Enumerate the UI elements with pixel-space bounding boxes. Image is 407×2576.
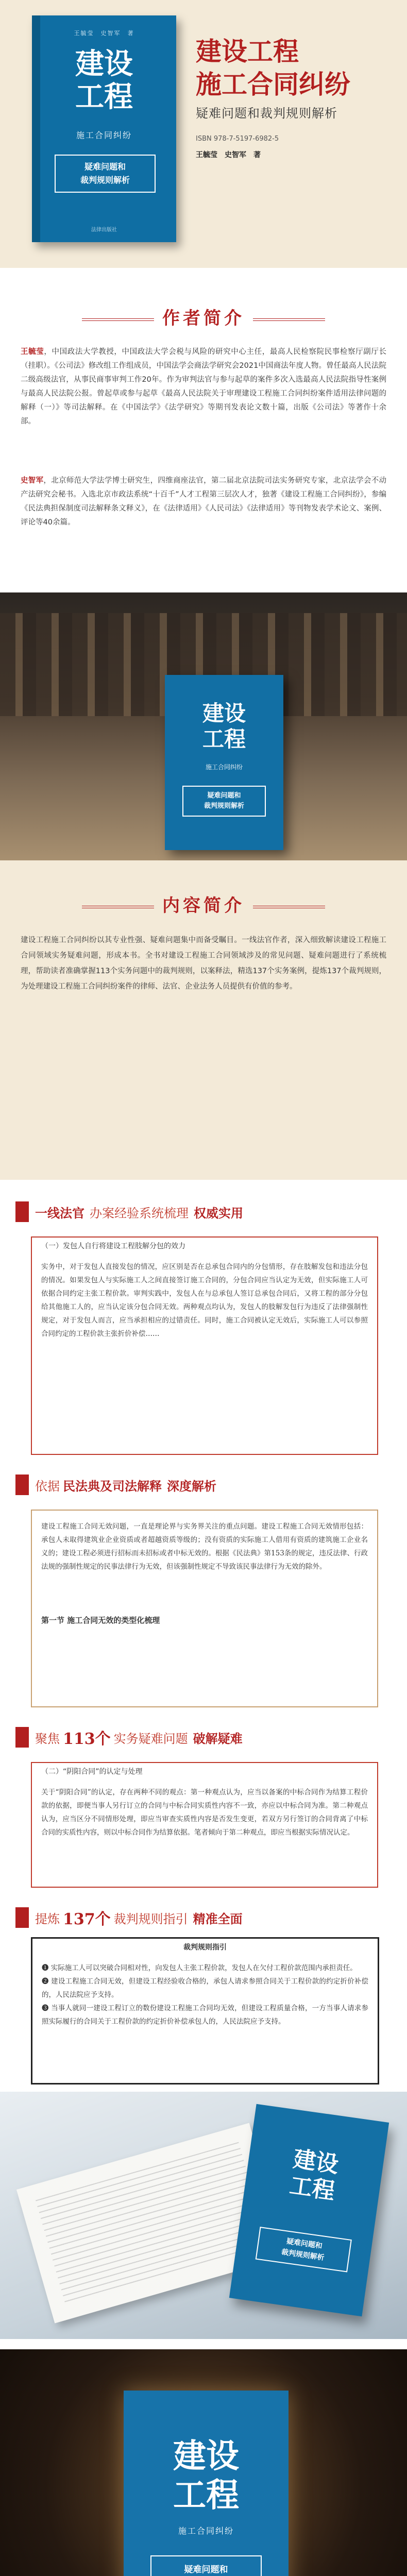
feature-flag [15,1727,29,1748]
cover-subtitle: 施工合同纠纷 [76,130,132,140]
cover-block-line2: 裁判规则解析 [80,175,130,185]
photo-book-block [182,786,266,817]
photo3-book [124,2391,289,2576]
feature-emphasis: 破解疑难 [193,1731,243,1746]
hero-authors: 王毓莹 史智军 著 [196,151,261,159]
feature-emphasis: 权威实用 [194,1205,243,1221]
feature-card-1 [31,1236,378,1455]
feature-flag [15,1201,29,1222]
cover-title-line2: 工程 [75,80,133,114]
cover-title [32,47,176,113]
photo2-book-block-2: 裁判规则解析 [281,2248,325,2262]
photo2-book [229,2104,389,2316]
photo-book-title [165,701,283,752]
photo-book-block-1: 疑难问题和 [207,792,241,800]
card-body: 实务中，对于发包人直接发包的情况，应区别是否在总承包合同内的分包情形，存在肢解发包和违法分包的情况。如果发包人与实际施工人之间直接签订施工合同的，分包合同应当认定为无效，但实际施工人可依据合同约定主张工程价款。审判实践中，发包人在与总承包人签订总承包合同后，又将工程的部分分包给其他施工人的，应当认定该分包合同无效。两种观点均认为，发包人的肢解发包行为违反了法律强制性规定，对于发包人而言，应当承担相应的过错责任。同时，施工合同被认定无效后，实际施工人可以参照合同约定的工程价款主张折价补偿…… [41,1263,368,1338]
hero-subtitle: 疑难问题和裁判规则解析 [196,106,337,121]
feature-main: 裁判规则指引 [113,1911,188,1926]
hero-title-line1: 建设工程 [196,36,299,66]
photo-book-subtitle: 施工合同纠纷 [205,764,243,771]
cover-authors: 王毓莹 史智军 著 [74,30,134,37]
feature-prefix: 聚焦 [35,1731,60,1746]
photo2-book-block-1: 疑难问题和 [286,2237,323,2251]
feature-card-2 [31,1510,378,1707]
title-rule-right [253,318,325,321]
feature-flag [15,1907,29,1928]
photo3-book-title-1: 建设 [173,2437,239,2476]
cover-title-line1: 建设 [75,47,133,81]
card-caption: 裁判规则指引 [183,1943,227,1952]
book-cover [32,15,176,242]
intro-section-title [0,891,407,917]
photo-book [165,675,283,850]
hero-title [196,35,402,101]
photo-book-title-1: 建设 [202,701,246,726]
cover-block-line1: 疑难问题和 [84,162,126,172]
feature-prefix: 提炼 [35,1911,60,1926]
photo2-book-block [256,2227,352,2272]
feature-heading-3 [15,1726,243,1749]
product-photo-open-book [0,2092,407,2339]
title-rule-left [82,318,154,321]
feature-card-4 [31,1937,379,2084]
hero-banner [0,0,407,268]
photo-book-block-2: 裁判规则解析 [204,802,244,810]
author-name-2: 史智军 [21,477,44,485]
author-name-1: 王毓莹 [21,348,44,356]
product-photo-dark [0,2349,407,2576]
photo2-book-title-1: 建设 [292,2146,341,2178]
feature-heading-2 [15,1473,216,1496]
title-rule-left [82,906,154,908]
feature-main: 实务疑难问题 [113,1731,188,1746]
card-body: ❶ 实际施工人可以突破合同相对性，向发包人主张工程价款，发包人在欠付工程价款范围内承担责任。 ❷ 建设工程施工合同无效，但建设工程经验收合格的，承包人请求参照合同关于工程价款的约定折价补偿的，人民法院应予支持。 ❸ 当事人就同一建设工程订立的数份建设工程施工合同均无效，但建设工程质量合格，一方当事人请求参照实际履行的合同关于工程价款的约定折价补偿承包人的，人民法院应予支持。 [42,1964,368,2026]
photo3-book-block [150,2555,262,2576]
author-bio-1 [21,345,386,429]
photo2-book-title [244,2140,384,2211]
feature-prefix: 依据 [35,1479,60,1494]
author-title-text: 作者简介 [162,308,245,329]
card-caption: （二）“阴阳合同”的认定与处理 [41,1768,143,1776]
photo3-book-title [124,2437,289,2515]
card-body: 建设工程施工合同无效问题，一直是理论界与实务界关注的重点问题。建设工程施工合同无效情形包括：承包人未取得建筑业企业资质或者超越资质等级的；没有资质的实际施工人借用有资质的建筑施工企业名义的；建设工程必须进行招标而未招标或者中标无效的。根据《民法典》第153条的规定，违反法律、行政法规的强制性规定的民事法律行为无效，但该强制性规定不导致该民事法律行为无效的除外。 [41,1522,368,1571]
intro-title-text: 内容简介 [162,895,245,916]
photo3-book-title-2: 工程 [173,2476,239,2515]
feature-main: 办案经验系统梳理 [90,1206,189,1221]
photo3-book-block-1: 疑难问题和 [184,2565,228,2575]
author-text-2: ，北京师范大学法学博士研究生，四维商座法官，第二届北京法院司法实务研究专家，北京法学会不动产法研究会秘书。入选北京市政法系统“十百千”人才工程第三层次人才，独著《建设工程施工合同纠纷》，参编《民法典担保制度司法解释条文释义》，在《法律适用》《人民司法》《法律适用》等刊物发表学术论文、案例、评论等40余篇。 [21,477,387,527]
photo2-book-title-2: 工程 [287,2172,337,2205]
isbn-text: ISBN 978-7-5197-6982-5 [196,135,279,143]
feature-card-3 [31,1762,378,1888]
photo-book-title-2: 工程 [202,726,246,752]
author-bio-2 [21,474,386,530]
intro-text: 建设工程施工合同纠纷以其专业性强、疑难问题集中而备受瞩目。一线法官作者，深入细致解读建设工程施工合同领域实务疑难问题，形成本书。全书对建设工程施工合同领域涉及的常见问题、疑难问题进行了系统梳理，帮助读者准确掌握113个实务问题中的裁判规则，以案释法，精选137个实务案例，提炼137个裁判规则，为处理建设工程施工合同纠纷案件的律师、法官、企业法务人员提供有价值的参考。 [21,936,386,991]
product-photo-bookshelf [0,592,407,860]
feature-heading-4 [15,1906,243,1929]
author-section-title [0,304,407,329]
title-rule-right [253,906,325,908]
feature-emphasis: 精准全面 [193,1911,243,1926]
card-body: 关于“阴阳合同”的认定，存在两种不同的观点：第一种观点认为，应当以备案的中标合同作为结算工程价款的依据，即便当事人另行订立的合同与中标合同实质性内容不一致，亦应以中标合同为准。第二种观点认为，应当区分不同情形处理，即应当审查实质性内容是否发生变更，若双方另行签订的合同背离了中标合同的实质性内容，则以中标合同作为结算依据。笔者倾向于第二种观点，即应当根据实际情况认定。 [41,1788,368,1837]
cover-block [55,155,156,193]
feature-heading-1 [15,1200,243,1223]
feature-count: 137个 [63,1910,111,1928]
feature-flag [15,1475,29,1495]
feature-emphasis: 深度解析 [167,1478,216,1494]
card-caption: （一）发包人自行将建设工程肢解分包的效力 [41,1242,185,1250]
feature-prefix: 一线法官 [35,1205,84,1221]
photo3-book-subtitle: 施工合同纠纷 [178,2526,234,2536]
hero-title-line2: 施工合同纠纷 [196,69,350,99]
cover-publisher: 法律出版社 [91,227,117,233]
feature-main: 民法典及司法解释 [63,1478,162,1494]
card-caption: 第一节 施工合同无效的类型化梳理 [41,1616,160,1625]
feature-count: 113个 [63,1730,111,1748]
author-text-1: ，中国政法大学教授，中国政法大学会税与风险的研究中心主任，最高人民检察院民事检察厅副厅长（挂职）。《公司法》修改组工作组成员，中国法学会商法学研究会2021中国商法年度人物。曾任最高人民法院二级高级法官，从事民商事审判工作20年。作为审判法官与参与起草的案件多次入选最高人民法院指导性案例与最高人民法院公报。曾起草或参与起草《最高人民法院关于审理建设工程施工合同纠纷案件适用法律问题的解释（一）》等司法解释。在《中国法学》《法学研究》等期刊发表论文数十篇，出版《公司法》等著作十余部。 [21,348,386,426]
